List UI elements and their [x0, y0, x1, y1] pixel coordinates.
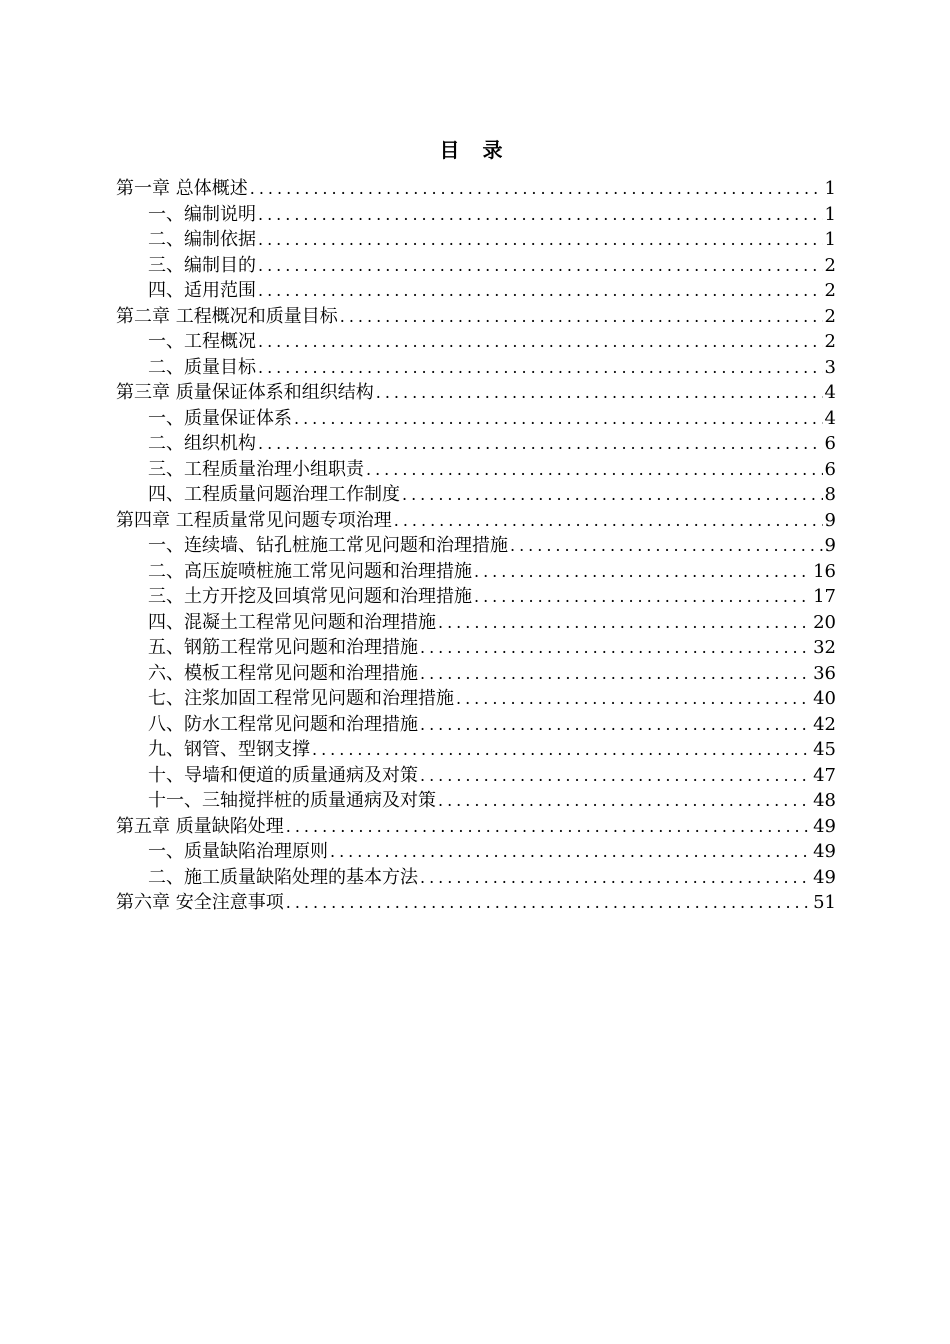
toc-page-number: 20 — [813, 611, 836, 633]
toc-dot-leader — [456, 686, 811, 712]
toc-section-entry[interactable] — [116, 686, 836, 712]
toc-entry-text: 三、工程质量治理小组职责 — [148, 458, 364, 480]
toc-page-number: 42 — [813, 713, 836, 735]
toc-dot-leader — [438, 788, 811, 814]
toc-entry-text: 三、土方开挖及回填常见问题和治理措施 — [148, 586, 472, 607]
toc-chapter-entry[interactable] — [116, 304, 836, 330]
toc-section-entry[interactable] — [116, 763, 836, 789]
toc-section-entry[interactable] — [116, 865, 836, 891]
toc-page-number: 17 — [813, 586, 836, 607]
toc-entry-text: 第五章 质量缺陷处理 — [116, 815, 284, 837]
toc-entry-text: 二、组织机构 — [148, 433, 256, 454]
toc-dot-leader — [258, 202, 823, 228]
toc-dot-leader — [258, 253, 823, 279]
toc-entry-text: 二、编制依据 — [148, 229, 256, 250]
toc-page-number: 49 — [813, 841, 836, 862]
toc-chapter-entry[interactable] — [116, 814, 836, 840]
toc-page-number: 4 — [824, 382, 836, 403]
toc-page-number: 45 — [813, 739, 836, 760]
toc-page-number: 32 — [813, 637, 836, 658]
toc-section-entry[interactable] — [116, 329, 836, 355]
toc-section-entry[interactable] — [116, 610, 836, 636]
toc-section-entry[interactable] — [116, 584, 836, 610]
toc-page-number: 2 — [824, 331, 836, 352]
toc-dot-leader — [258, 355, 823, 381]
toc-entry-text: 一、质量缺陷治理原则 — [148, 841, 328, 862]
toc-chapter-entry[interactable] — [116, 890, 836, 916]
toc-page-number: 9 — [824, 535, 836, 556]
toc-dot-leader — [394, 508, 823, 534]
toc-chapter-entry[interactable] — [116, 508, 836, 534]
toc-dot-leader — [420, 661, 811, 687]
toc-dot-leader — [420, 865, 811, 891]
toc-dot-leader — [474, 584, 811, 610]
toc-page-number: 49 — [813, 815, 836, 837]
toc-entry-text: 二、质量目标 — [148, 356, 256, 378]
toc-chapter-entry[interactable] — [116, 380, 836, 406]
toc-dot-leader — [402, 482, 823, 508]
toc-dot-leader — [510, 533, 823, 559]
toc-dot-leader — [258, 431, 823, 457]
toc-page-number: 1 — [824, 203, 836, 225]
toc-section-entry[interactable] — [116, 253, 836, 279]
toc-dot-leader — [312, 737, 811, 763]
toc-dot-leader — [420, 712, 811, 738]
toc-dot-leader — [340, 304, 823, 330]
toc-entry-text: 二、施工质量缺陷处理的基本方法 — [148, 866, 418, 888]
toc-dot-leader — [420, 635, 811, 661]
toc-page-number: 9 — [824, 509, 836, 531]
toc-dot-leader — [250, 176, 823, 202]
toc-entry-text: 第六章 安全注意事项 — [116, 892, 284, 913]
toc-dot-leader — [330, 839, 811, 865]
toc-section-entry[interactable] — [116, 533, 836, 559]
toc-entry-text: 五、钢筋工程常见问题和治理措施 — [148, 637, 418, 658]
toc-entry-text: 六、模板工程常见问题和治理措施 — [148, 662, 418, 684]
toc-section-entry[interactable] — [116, 227, 836, 253]
toc-page-number: 2 — [824, 305, 836, 327]
toc-section-entry[interactable] — [116, 788, 836, 814]
toc-section-entry[interactable] — [116, 635, 836, 661]
toc-section-entry[interactable] — [116, 737, 836, 763]
toc-page-number: 3 — [824, 356, 836, 378]
toc-dot-leader — [258, 227, 823, 253]
toc-page-number: 4 — [824, 407, 836, 429]
toc-page-number: 36 — [813, 662, 836, 684]
toc-entry-text: 第一章 总体概述 — [116, 178, 248, 199]
toc-dot-leader — [286, 814, 811, 840]
toc-chapter-entry[interactable] — [116, 176, 836, 202]
toc-dot-leader — [474, 559, 811, 585]
toc-dot-leader — [294, 406, 823, 432]
toc-entry-text: 七、注浆加固工程常见问题和治理措施 — [148, 688, 454, 709]
toc-section-entry[interactable] — [116, 355, 836, 381]
toc-page-number: 6 — [824, 433, 836, 454]
toc-entry-text: 三、编制目的 — [148, 254, 256, 276]
toc-dot-leader — [286, 890, 811, 916]
toc-entry-text: 第三章 质量保证体系和组织结构 — [116, 382, 374, 403]
toc-page-number: 1 — [824, 229, 836, 250]
toc-entry-text: 第四章 工程质量常见问题专项治理 — [116, 509, 392, 531]
toc-dot-leader — [438, 610, 811, 636]
toc-section-entry[interactable] — [116, 278, 836, 304]
toc-dot-leader — [420, 763, 811, 789]
toc-entry-text: 十、导墙和便道的质量通病及对策 — [148, 764, 418, 786]
toc-section-entry[interactable] — [116, 712, 836, 738]
toc-dot-leader — [376, 380, 823, 406]
toc-entry-text: 四、混凝土工程常见问题和治理措施 — [148, 611, 436, 633]
toc-entry-text: 十一、三轴搅拌桩的质量通病及对策 — [148, 790, 436, 811]
toc-title: 目 录 — [439, 138, 511, 162]
toc-dot-leader — [258, 329, 823, 355]
toc-entry-text: 一、工程概况 — [148, 331, 256, 352]
toc-page-number: 8 — [824, 484, 836, 505]
toc-page-number: 48 — [813, 790, 836, 811]
toc-page-number: 1 — [824, 178, 836, 199]
toc-entry-text: 一、编制说明 — [148, 203, 256, 225]
toc-page-number: 47 — [813, 764, 836, 786]
toc-entry-text: 八、防水工程常见问题和治理措施 — [148, 713, 418, 735]
toc-dot-leader — [258, 278, 823, 304]
toc-entry-text: 一、质量保证体系 — [148, 407, 292, 429]
toc-list — [116, 176, 836, 916]
toc-entry-text: 九、钢管、型钢支撑 — [148, 739, 310, 760]
toc-page-number: 49 — [813, 866, 836, 888]
toc-page-number: 2 — [824, 280, 836, 301]
toc-section-entry[interactable] — [116, 661, 836, 687]
toc-page-number: 16 — [813, 560, 836, 582]
toc-section-entry[interactable] — [116, 202, 836, 228]
toc-dot-leader — [366, 457, 823, 483]
toc-entry-text: 一、连续墙、钻孔桩施工常见问题和治理措施 — [148, 535, 508, 556]
toc-page-number: 6 — [824, 458, 836, 480]
toc-section-entry[interactable] — [116, 406, 836, 432]
toc-section-entry[interactable] — [116, 559, 836, 585]
toc-page-number: 2 — [824, 254, 836, 276]
toc-entry-text: 四、工程质量问题治理工作制度 — [148, 484, 400, 505]
toc-entry-text: 四、适用范围 — [148, 280, 256, 301]
toc-section-entry[interactable] — [116, 839, 836, 865]
toc-page-number: 51 — [813, 892, 836, 913]
toc-section-entry[interactable] — [116, 431, 836, 457]
toc-entry-text: 二、高压旋喷桩施工常见问题和治理措施 — [148, 560, 472, 582]
toc-page-number: 40 — [813, 688, 836, 709]
toc-section-entry[interactable] — [116, 482, 836, 508]
toc-entry-text: 第二章 工程概况和质量目标 — [116, 305, 338, 327]
toc-section-entry[interactable] — [116, 457, 836, 483]
